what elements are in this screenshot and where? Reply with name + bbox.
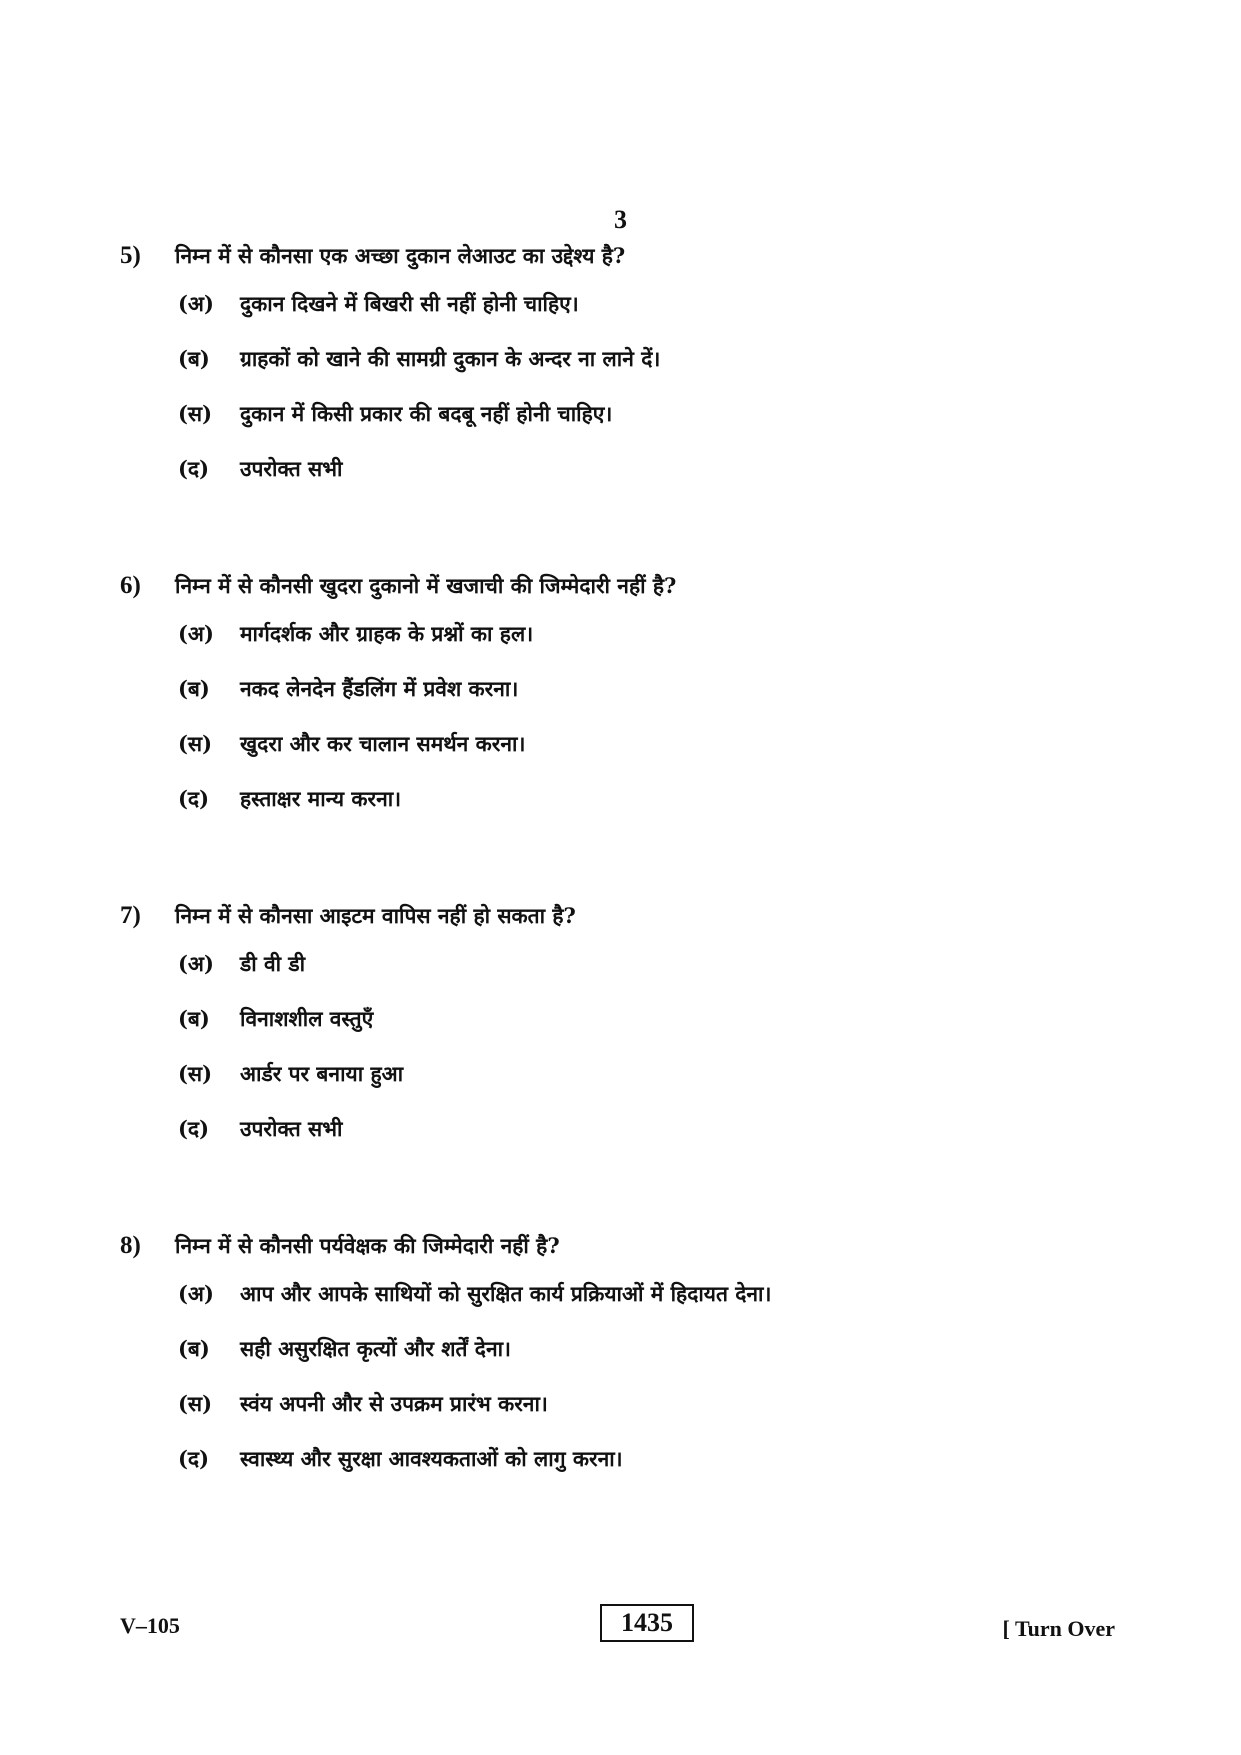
question-row	[120, 572, 1120, 612]
option-text: मार्गदर्शक और ग्राहक के प्रश्नों का हल।	[240, 621, 534, 646]
option-label: (ब)	[178, 1336, 210, 1361]
question-5	[120, 242, 1120, 502]
option-label: (ब)	[178, 676, 210, 701]
option-d	[178, 1437, 1120, 1492]
option-a	[178, 942, 1120, 997]
option-text: सही असुरक्षित कृत्यों और शर्तें देना।	[240, 1336, 511, 1361]
option-d	[178, 447, 1120, 502]
question-8	[120, 1232, 1120, 1492]
option-text: आर्डर पर बनाया हुआ	[240, 1061, 404, 1086]
option-label: (द)	[178, 1116, 210, 1141]
question-text: निम्न में से कौनसा एक अच्छा दुकान लेआउट का उद्देश्य है?	[175, 243, 626, 268]
option-text: स्वास्थ्य और सुरक्षा आवश्यकताओं को लागु करना।	[240, 1446, 623, 1471]
option-label: (ब)	[178, 1006, 210, 1031]
question-row	[120, 902, 1120, 942]
option-text: आप और आपके साथियों को सुरक्षित कार्य प्रक्रियाओं में हिदायत देना।	[240, 1281, 772, 1306]
option-d	[178, 1107, 1120, 1162]
option-label: (द)	[178, 786, 210, 811]
option-label: (अ)	[178, 291, 214, 316]
question-row	[120, 1232, 1120, 1272]
question-text: निम्न में से कौनसा आइटम वापिस नहीं हो सकता है?	[175, 903, 576, 928]
option-label: (स)	[178, 401, 213, 426]
option-label: (ब)	[178, 346, 210, 371]
question-7	[120, 902, 1120, 1162]
page-number: 3	[614, 205, 627, 234]
option-text: उपरोक्त सभी	[240, 456, 343, 481]
question-6	[120, 572, 1120, 832]
question-number: 7)	[120, 902, 141, 929]
option-b	[178, 667, 1120, 722]
option-text: स्वंय अपनी और से उपक्रम प्रारंभ करना।	[240, 1391, 548, 1416]
option-text: हस्ताक्षर मान्य करना।	[240, 786, 402, 811]
option-a	[178, 1272, 1120, 1327]
turn-over-label: [ Turn Over	[1002, 1616, 1115, 1641]
option-label: (द)	[178, 456, 210, 481]
option-text: उपरोक्त सभी	[240, 1116, 343, 1141]
question-number: 8)	[120, 1232, 141, 1259]
option-c	[178, 392, 1120, 447]
option-b	[178, 997, 1120, 1052]
question-text: निम्न में से कौनसी खुदरा दुकानो में खजाची की जिम्मेदारी नहीं है?	[175, 573, 677, 598]
option-text: विनाशशील वस्तुएँ	[240, 1006, 374, 1031]
option-label: (स)	[178, 1391, 213, 1416]
paper-code: V–105	[120, 1613, 180, 1638]
option-label: (अ)	[178, 1281, 214, 1306]
option-a	[178, 612, 1120, 667]
option-label: (स)	[178, 731, 213, 756]
question-number: 5)	[120, 242, 141, 269]
page-serial-box: 1435	[600, 1604, 694, 1642]
option-text: नकद लेनदेन हैंडलिंग में प्रवेश करना।	[240, 676, 519, 701]
option-text: दुकान में किसी प्रकार की बदबू नहीं होनी चाहिए।	[240, 401, 613, 426]
option-label: (अ)	[178, 951, 214, 976]
option-text: डी वी डी	[240, 951, 306, 976]
option-label: (अ)	[178, 621, 214, 646]
option-label: (स)	[178, 1061, 213, 1086]
option-text: दुकान दिखने में बिखरी सी नहीं होनी चाहिए।	[240, 291, 579, 316]
question-number: 6)	[120, 572, 141, 599]
option-c	[178, 1052, 1120, 1107]
option-a	[178, 282, 1120, 337]
question-text: निम्न में से कौनसी पर्यवेक्षक की जिम्मेदारी नहीं है?	[175, 1233, 560, 1258]
option-text: ग्राहकों को खाने की सामग्री दुकान के अन्दर ना लाने दें।	[240, 346, 661, 371]
option-b	[178, 337, 1120, 392]
option-c	[178, 1382, 1120, 1437]
question-row	[120, 242, 1120, 282]
option-c	[178, 722, 1120, 777]
option-label: (द)	[178, 1446, 210, 1471]
option-b	[178, 1327, 1120, 1382]
option-d	[178, 777, 1120, 832]
option-text: खुदरा और कर चालान समर्थन करना।	[240, 731, 526, 756]
